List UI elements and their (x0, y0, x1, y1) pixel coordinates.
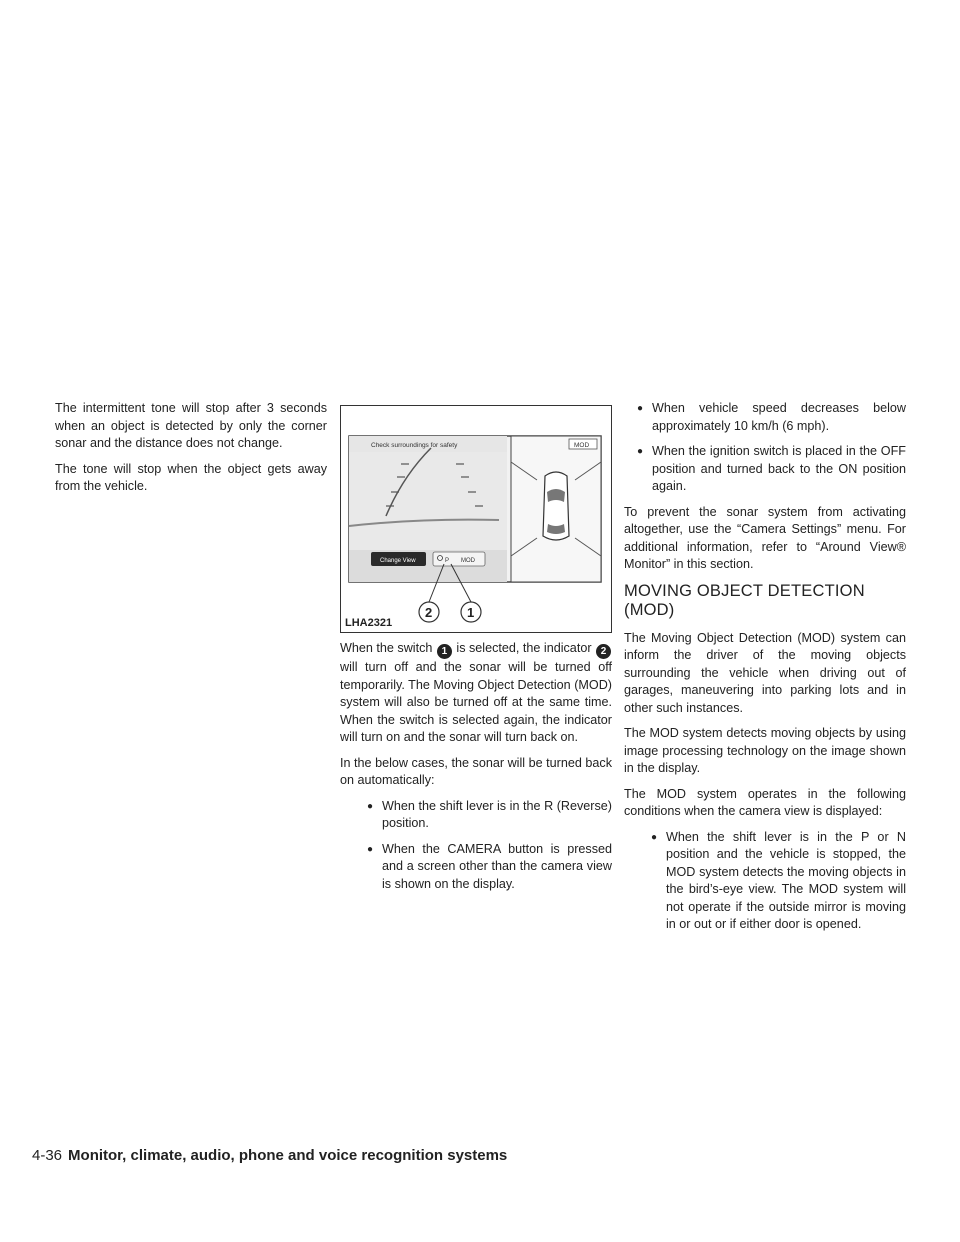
paragraph: The tone will stop when the object gets away from the vehicle. (55, 461, 327, 493)
camera-view (349, 452, 507, 550)
mod-badge-label: MOD (574, 442, 590, 449)
change-view-label: Change View (380, 558, 416, 564)
column-left (55, 400, 327, 504)
column-right (624, 400, 906, 942)
list-item: ● When the ignition switch is placed in the OFF position and turned back to the ON position again. (624, 443, 906, 496)
list-item: ● When the shift lever is in the R (Reverse) position. (340, 798, 612, 833)
callout-2-label: 2 (425, 605, 433, 620)
list-item: ● When the CAMERA button is pressed and a screen other than the camera view is shown on the display. (340, 841, 612, 894)
callout-1-label: 1 (467, 605, 475, 620)
paragraph: When the switch 1 is selected, the indicator 2 will turn off and the sonar will be turned off temporarily. The Moving Object Detection (MOD) system will also be turned off at the same time. When the switch is selected again, the indicator will turn on and the sonar will turn back on. (340, 641, 612, 744)
figure-id: LHA2321 (345, 617, 393, 629)
paragraph: In the below cases, the sonar will be turned back on automatically: (340, 755, 612, 787)
callout-1-ref: 1 (437, 644, 452, 659)
section-heading: MOVING OBJECT DETECTION (MOD) (624, 581, 865, 619)
camera-display-figure (340, 405, 612, 633)
paragraph: To prevent the sonar system from activating altogether, use the “Camera Settings” menu. For additional information, refer to “Around View® Monitor” in this section. (624, 504, 906, 571)
page-number: 4-36 (32, 1147, 63, 1164)
display-illustration (341, 406, 611, 632)
sonar-mod-switch (433, 552, 485, 566)
page-footer (32, 1147, 507, 1164)
indicator-label: MOD (461, 558, 475, 564)
bullet-list (624, 400, 906, 496)
screen-banner: Check surroundings for safety (371, 442, 458, 449)
paragraph: The MOD system operates in the following conditions when the camera view is displayed: (624, 786, 906, 818)
bullet-list (340, 798, 612, 894)
paragraph: The MOD system detects moving objects by using image processing technology on the image shown in the display. (624, 726, 906, 775)
sonar-icon: P (445, 558, 450, 564)
paragraph: The Moving Object Detection (MOD) system can inform the driver of the moving objects surrounding the vehicle when driving out of garages, maneuvering into parking lots and in other such instances. (624, 630, 906, 715)
column-middle (340, 640, 612, 901)
chapter-title: Monitor, climate, audio, phone and voice recognition systems (68, 1147, 508, 1164)
list-item: ● When vehicle speed decreases below approximately 10 km/h (6 mph). (624, 400, 906, 435)
list-item: ● When the shift lever is in the P or N position and the vehicle is stopped, the MOD system detects the moving objects in the bird’s-eye view. The MOD system will not operate if the outside mirror is moving in or out or if either door is opened. (624, 829, 906, 934)
paragraph: The intermittent tone will stop after 3 seconds when an object is detected by only the corner sonar and the distance does not change. (55, 401, 327, 450)
callout-2-ref: 2 (596, 644, 611, 659)
bullet-list (624, 829, 906, 934)
